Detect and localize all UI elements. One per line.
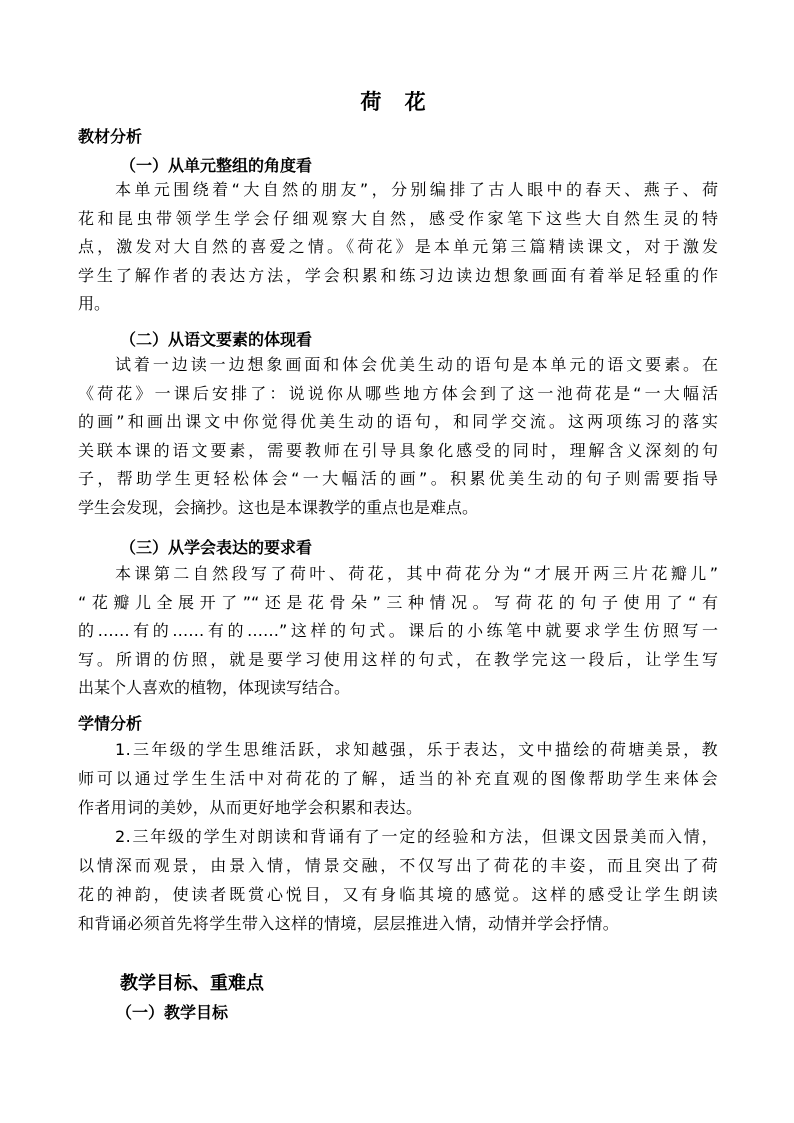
- subheading-unit-perspective: （一）从单元整组的角度看: [120, 156, 313, 175]
- text-line: 试着一边读一边想象画面和体会优美生动的语句是本单元的语文要素。在: [115, 355, 718, 374]
- text-line: “花瓣儿全展开了”“还是花骨朵”三种情况。写荷花的句子使用了“有: [78, 592, 718, 612]
- paragraph-unit-perspective: [78, 176, 718, 319]
- text-line: 和背诵必须首先将学生带入这样的情境，层层推进入情，动情并学会抒情。: [78, 914, 620, 933]
- text-line: 1.三年级的学生思维活跃，求知越强，乐于表达，文中描绘的荷塘美景，教: [115, 740, 718, 759]
- text-line: 用。: [78, 294, 111, 313]
- text-line: 花和昆虫带领学生学会仔细观察大自然，感受作家笔下这些大自然生灵的特: [78, 208, 718, 228]
- text-line: 学生了解作者的表达方法，学会积累和练习边读边想象画面有着举足轻重的作: [78, 265, 718, 285]
- subheading-language-elements: （二）从语文要素的体现看: [120, 330, 313, 349]
- section-heading-teaching-goals: 教学目标、重难点: [120, 973, 264, 994]
- document-title: 荷 花: [360, 89, 434, 114]
- text-line: 花的神韵，使读者既赏心悦目，又有身临其境的感觉。这样的感受让学生朗读: [78, 885, 718, 904]
- text-line: 的画”和画出课文中你觉得优美生动的语句，和同学交流。这两项练习的落实: [78, 412, 718, 431]
- text-line: 学生会发现，会摘抄。这也是本课教学的重点也是难点。: [78, 497, 479, 517]
- paragraph-learner-analysis-1: [78, 735, 718, 822]
- text-line: 师可以通过学生生活中对荷花的了解，适当的补充直观的图像帮助学生来体会: [78, 769, 718, 788]
- text-line: 《荷花》一课后安排了：说说你从哪些地方体会到了这一池荷花是“一大幅活: [78, 383, 718, 403]
- paragraph-learner-analysis-2: [78, 822, 718, 938]
- subheading-expression-requirements: （三）从学会表达的要求看: [120, 538, 313, 557]
- text-line: 本单元围绕着“大自然的朋友”，分别编排了古人眼中的春天、燕子、荷: [115, 180, 718, 199]
- text-line: 2.三年级的学生对朗读和背诵有了一定的经验和方法，但课文因景美而入情，: [115, 827, 718, 846]
- text-line: 本课第二自然段写了荷叶、荷花，其中荷花分为“才展开两三片花瓣儿”: [115, 564, 718, 583]
- section-heading-learner-analysis: 学情分析: [78, 714, 143, 733]
- text-line: 点，激发对大自然的喜爱之情。《荷花》是本单元第三篇精读课文，对于激发: [78, 237, 718, 256]
- text-line: 出某个人喜欢的植物，体现读写结合。: [78, 678, 351, 697]
- section-heading-textbook-analysis: 教材分析: [78, 127, 143, 146]
- text-line: 的……有的……有的……”这样的句式。课后的小练笔中就要求学生仿照写一: [78, 621, 718, 640]
- text-line: 子，帮助学生更轻松体会“一大幅活的画”。积累优美生动的句子则需要指导: [78, 469, 718, 488]
- subheading-teaching-goals: （一）教学目标: [116, 1003, 229, 1022]
- paragraph-expression-requirements: [78, 560, 718, 703]
- text-line: 以情深而观景，由景入情，情景交融，不仅写出了荷花的丰姿，而且突出了荷: [78, 856, 718, 875]
- paragraph-language-elements: [78, 351, 718, 522]
- text-line: 写。所谓的仿照，就是要学习使用这样的句式，在教学完这一段后，让学生写: [78, 649, 718, 669]
- text-line: 关联本课的语文要素，需要教师在引导具象化感受的同时，理解含义深刻的句: [78, 440, 718, 460]
- text-line: 作者用词的美妙，从而更好地学会积累和表达。: [78, 798, 423, 817]
